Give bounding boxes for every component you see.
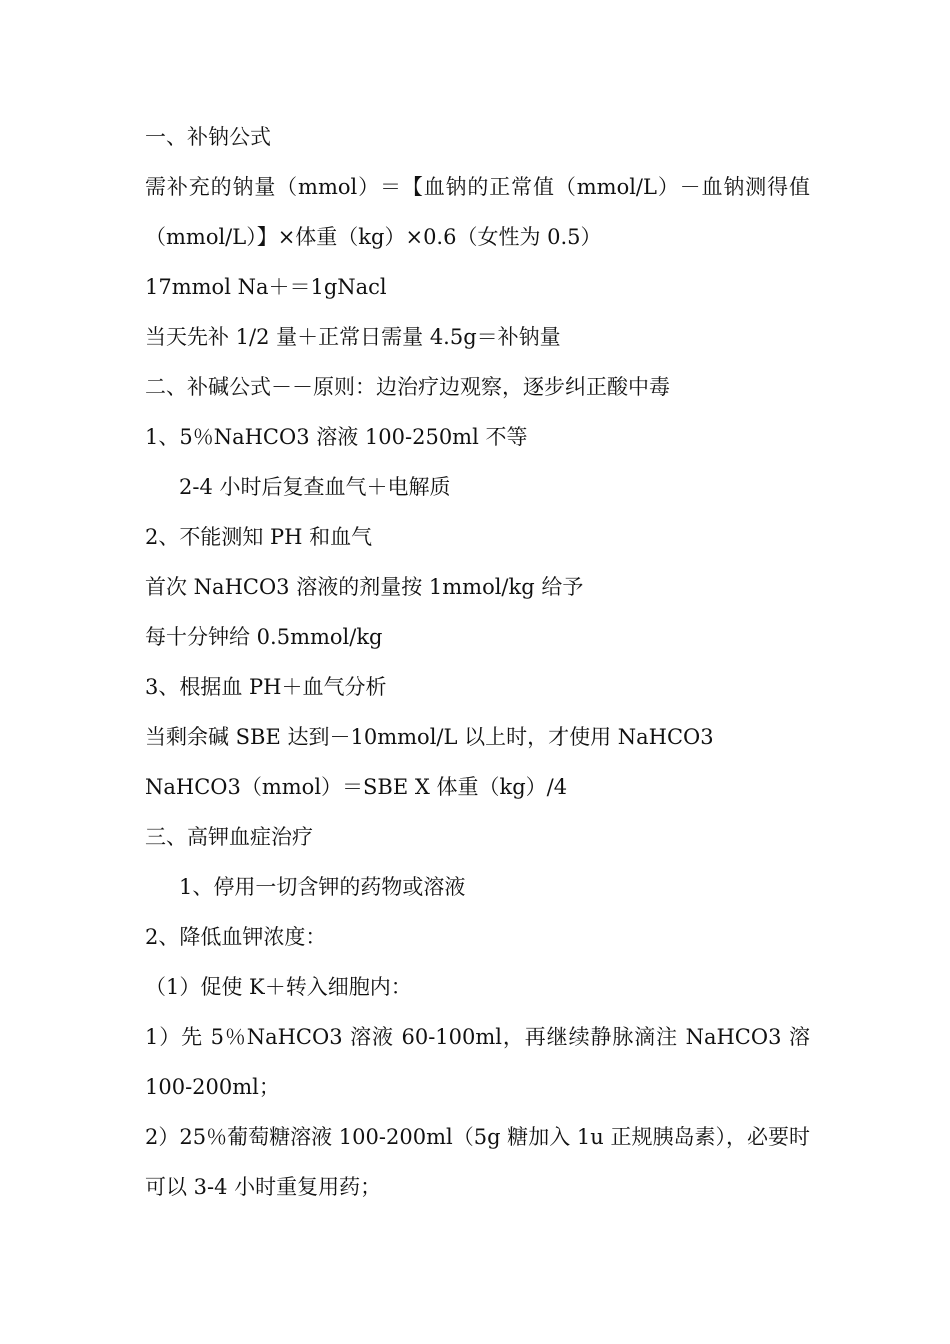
alkali-sbe-condition: 当剩余碱 SBE 达到－10mmol/L 以上时，才使用 NaHCO3 xyxy=(145,725,714,749)
sodium-daily-rule: 当天先补 1/2 量＋正常日需量 4.5g＝补钠量 xyxy=(145,325,561,349)
alkali-step-1-note: 2-4 小时后复查血气＋电解质 xyxy=(179,475,451,499)
heading-alkali-formula: 二、补碱公式－－原则：边治疗边观察，逐步纠正酸中毒 xyxy=(145,375,670,399)
alkali-interval-dose: 每十分钟给 0.5mmol/kg xyxy=(145,625,383,649)
hyperkalemia-item-2-line-2: 可以 3-4 小时重复用药； xyxy=(145,1175,382,1199)
hyperkalemia-substep-1: （1）促使 K＋转入细胞内： xyxy=(145,975,412,999)
alkali-step-3: 3、根据血 PH＋血气分析 xyxy=(145,675,387,699)
sodium-conversion: 17mmol Na＋＝1gNacl xyxy=(145,275,387,299)
heading-sodium-formula: 一、补钠公式 xyxy=(145,125,271,149)
sodium-formula-line-2: （mmol/L）】×体重（kg）×0.6（女性为 0.5） xyxy=(145,225,602,249)
hyperkalemia-step-1: 1、停用一切含钾的药物或溶液 xyxy=(179,875,466,899)
hyperkalemia-item-2-line-1: 2）25％葡萄糖溶液 100-200ml（5g 糖加入 1u 正规胰岛素），必要时 xyxy=(145,1125,810,1149)
sodium-formula-line-1: 需补充的钠量（mmol）＝【血钠的正常值（mmol/L）－血钠测得值 xyxy=(145,175,810,199)
alkali-step-2: 2、不能测知 PH 和血气 xyxy=(145,525,373,549)
hyperkalemia-item-1-line-2: 100-200ml； xyxy=(145,1075,280,1099)
heading-hyperkalemia: 三、高钾血症治疗 xyxy=(145,825,313,849)
alkali-sbe-formula: NaHCO3（mmol）＝SBE X 体重（kg）/4 xyxy=(145,775,568,799)
document-page xyxy=(145,112,810,1212)
hyperkalemia-step-2: 2、降低血钾浓度： xyxy=(145,925,327,949)
hyperkalemia-item-1-line-1: 1）先 5％NaHCO3 溶液 60-100ml，再继续静脉滴注 NaHCO3 溶 xyxy=(145,1025,810,1049)
alkali-first-dose: 首次 NaHCO3 溶液的剂量按 1mmol/kg 给予 xyxy=(145,575,584,599)
alkali-step-1: 1、5％NaHCO3 溶液 100-250ml 不等 xyxy=(145,425,528,449)
